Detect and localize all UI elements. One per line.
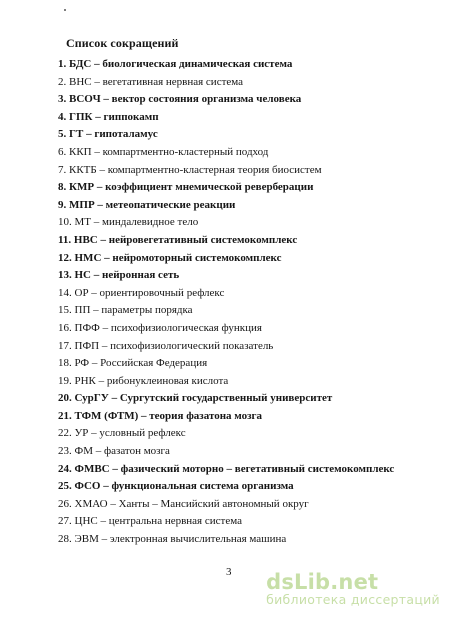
list-item [58, 496, 394, 514]
list-item-text: ВСОЧ – вектор состояния организма человека [69, 93, 302, 106]
scan-speck [64, 9, 66, 11]
list-item [58, 197, 394, 215]
list-item [58, 373, 394, 391]
list-item-number: 25. [58, 480, 72, 493]
page-number: 3 [226, 566, 232, 578]
list-item [58, 179, 394, 197]
list-item-number: 8. [58, 181, 67, 194]
list-item-text: РФ – Российская Федерация [74, 357, 208, 370]
list-item [58, 144, 394, 162]
list-item-number: 18. [58, 357, 72, 370]
list-item [58, 338, 394, 356]
list-item [58, 162, 394, 180]
list-item [58, 232, 394, 250]
list-item [58, 267, 394, 285]
list-item-text: ОР – ориентировочный рефлекс [74, 286, 225, 299]
list-item [58, 425, 394, 443]
list-item-text: ЦНС – центральна нервная система [74, 515, 242, 528]
watermark [266, 571, 440, 607]
list-item-text: ККТБ – компартментно-кластерная теория биосистем [69, 163, 322, 176]
list-item-number: 10. [58, 216, 72, 229]
list-item-number: 14. [58, 286, 72, 299]
list-item [58, 56, 394, 74]
list-item-number: 3. [58, 93, 67, 106]
list-item-number: 2. [58, 75, 67, 88]
list-item-number: 16. [58, 321, 72, 334]
list-item-number: 21. [58, 409, 72, 422]
list-item [58, 443, 394, 461]
list-item-number: 1. [58, 58, 67, 70]
list-item [58, 531, 394, 549]
list-item-text: РНК – рибонуклеиновая кислота [74, 374, 229, 387]
list-item-number: 12. [58, 251, 72, 264]
list-item-number: 19. [58, 374, 72, 387]
list-item [58, 109, 394, 127]
list-item-text: ТФМ (ФТМ) – теория фазатона мозга [74, 409, 263, 422]
list-item-text: МПР – метеопатические реакции [69, 198, 236, 211]
list-item-number: 7. [58, 163, 67, 176]
list-item-number: 11. [58, 233, 72, 246]
list-item-number: 20. [58, 392, 72, 405]
abbreviation-list [58, 56, 394, 549]
list-item-number: 4. [58, 110, 67, 123]
list-item-text: ЭВМ – электронная вычислительная машина [74, 533, 287, 546]
watermark-subtitle: библиотека диссертаций [266, 592, 440, 607]
list-item-number: 5. [58, 128, 67, 141]
list-item [58, 408, 394, 426]
list-item-text: ФМ – фазатон мозга [74, 445, 170, 458]
list-item [58, 74, 394, 92]
list-item-number: 17. [58, 339, 72, 352]
list-item-number: 22. [58, 427, 72, 440]
list-item-text: УР – условный рефлекс [74, 427, 186, 440]
list-item [58, 390, 394, 408]
list-item-text: МТ – миндалевидное тело [74, 216, 199, 229]
list-item-text: НВС – нейровегетативный системокомплекс [73, 233, 298, 246]
list-item-text: ГТ – гипоталамус [69, 128, 158, 141]
list-item-number: 6. [58, 145, 67, 158]
list-item-text: ФСО – функциональная система организма [74, 480, 294, 493]
list-item-text: ХМАО – Ханты – Мансийский автономный округ [74, 497, 309, 510]
list-item [58, 478, 394, 496]
list-item [58, 285, 394, 303]
list-item-number: 24. [58, 462, 72, 475]
list-item [58, 461, 394, 479]
list-item [58, 91, 394, 109]
list-item-text: ПФФ – психофизиологическая функция [74, 321, 262, 334]
page-title: Список сокращений [66, 36, 179, 50]
list-item-text: ВНС – вегетативная нервная система [69, 75, 244, 88]
list-item-text: ККП – компартментно-кластерный подход [69, 145, 269, 158]
list-item [58, 302, 394, 320]
list-item-text: БДС – биологическая динамическая система [69, 58, 293, 70]
list-item [58, 355, 394, 373]
list-item-text: ГПК – гиппокамп [69, 110, 159, 123]
list-item [58, 126, 394, 144]
list-item-number: 27. [58, 515, 72, 528]
list-item-text: КМР – коэффициент мнемической реверберации [69, 181, 314, 194]
list-item-number: 15. [58, 304, 72, 317]
list-item-number: 13. [58, 269, 72, 282]
list-item-text: НМС – нейромоторный системокомплекс [74, 251, 282, 264]
list-item [58, 320, 394, 338]
list-item [58, 513, 394, 531]
list-item-text: ФМВС – фазический моторно – вегетативный системокомплекс [74, 462, 395, 475]
list-item-number: 26. [58, 497, 72, 510]
list-item-number: 23. [58, 445, 72, 458]
list-item-text: ПФП – психофизиологический показатель [74, 339, 274, 352]
list-item [58, 214, 394, 232]
list-item-text: СурГУ – Сургутский государственный университет [74, 392, 333, 405]
list-item-text: НС – нейронная сеть [74, 269, 180, 282]
list-item-number: 9. [58, 198, 67, 211]
list-item-number: 28. [58, 533, 72, 546]
watermark-logo: dsLib.net [266, 570, 379, 594]
list-item-text: ПП – параметры порядка [74, 304, 193, 317]
list-item [58, 250, 394, 268]
